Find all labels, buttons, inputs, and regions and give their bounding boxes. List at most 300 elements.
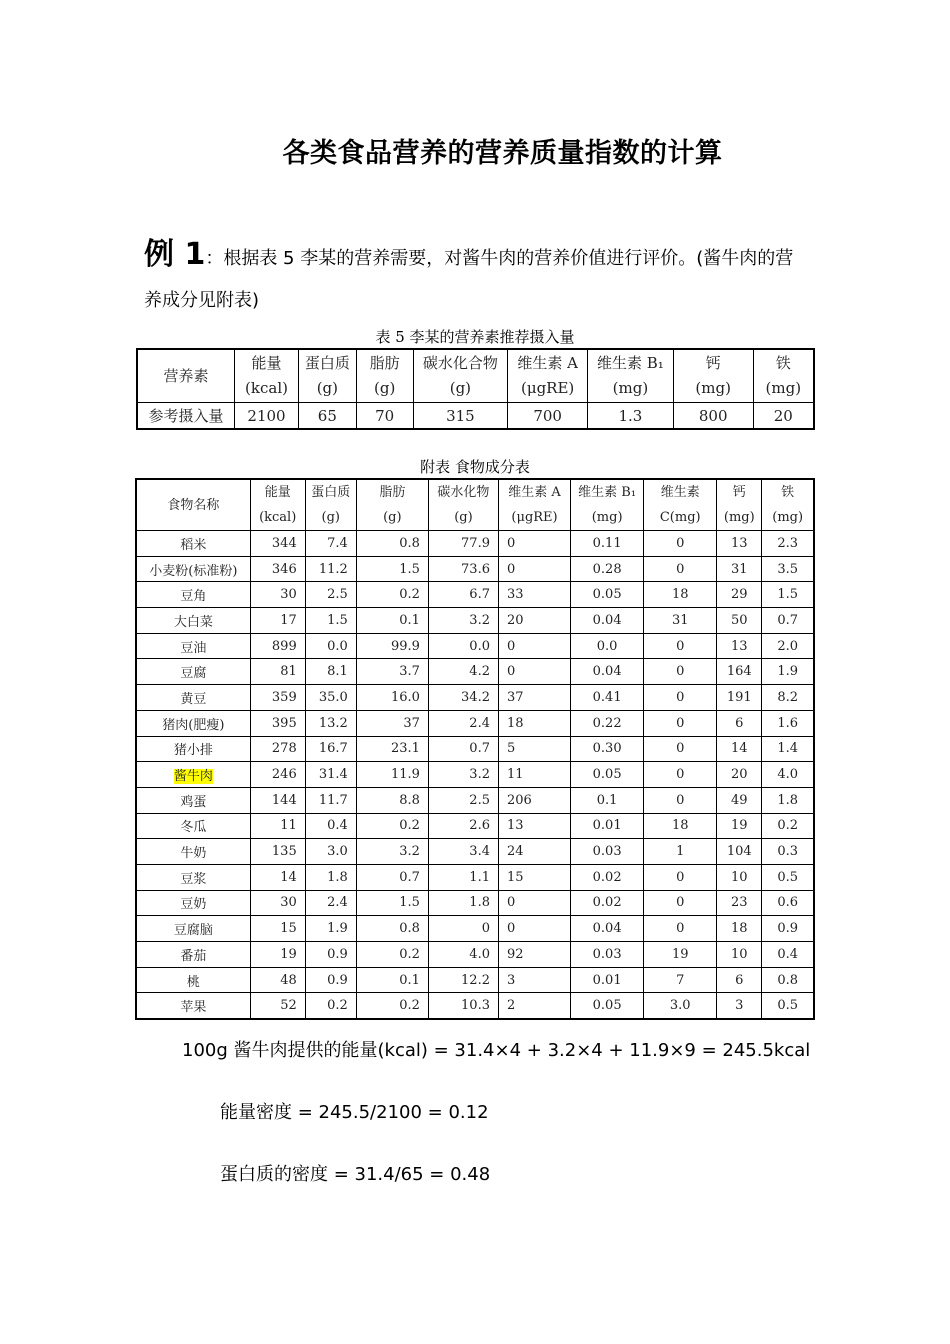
- value-cell: [305, 916, 356, 942]
- cell-value: 8.1: [327, 664, 348, 680]
- value-cell: [571, 839, 644, 865]
- cell-value: 0: [676, 792, 685, 808]
- header-name: 碳水化物: [437, 485, 490, 500]
- cell-value: 33: [506, 587, 524, 603]
- cell-value: 48: [280, 972, 297, 988]
- cell-value: 17: [280, 612, 297, 628]
- cell-value: 13: [731, 638, 748, 654]
- value-cell: [356, 813, 428, 839]
- value-cell: [428, 993, 498, 1019]
- value-cell: [498, 787, 570, 813]
- food-name-cell: [136, 659, 250, 685]
- header-unit: (g): [383, 510, 402, 525]
- cell-value: 0.9: [327, 946, 348, 962]
- header-name: 维生素 A: [508, 485, 561, 500]
- cell-value: 0.2: [399, 998, 420, 1014]
- cell-value: 2.5: [327, 587, 348, 603]
- cell-value: 144: [271, 792, 297, 808]
- value-cell: [356, 659, 428, 685]
- value-cell: [717, 710, 762, 736]
- table-row: [136, 967, 814, 993]
- value-cell: [644, 967, 717, 993]
- value-cell: [717, 556, 762, 582]
- cell-value: 3.4: [469, 844, 490, 860]
- food-name: 苹果: [180, 1000, 207, 1016]
- food-name: 大白菜: [173, 614, 213, 630]
- cell-value: 2.6: [469, 818, 490, 834]
- cell-value: 1.4: [777, 741, 798, 757]
- cell-value: 15: [506, 869, 524, 885]
- food-name: 稻米: [180, 537, 207, 553]
- cell-value: 0.8: [777, 972, 798, 988]
- food-name-cell: [136, 890, 250, 916]
- cell-value: 34.2: [461, 689, 490, 705]
- value-cell: [571, 556, 644, 582]
- cell-value: 0: [506, 921, 516, 937]
- value-cell: [644, 531, 717, 557]
- value-cell: [498, 839, 570, 865]
- cell-value: 3.2: [399, 844, 420, 860]
- row-label-intake: 参考摄入量: [137, 403, 235, 430]
- value-cell: [356, 531, 428, 557]
- value-cell: [498, 967, 570, 993]
- value-cell: [250, 839, 305, 865]
- cell-value: 1.9: [777, 664, 798, 680]
- cell-value: 11.9: [390, 767, 420, 783]
- header-cell: [356, 349, 413, 403]
- food-name-cell: [136, 839, 250, 865]
- cell-value: 0: [676, 638, 685, 654]
- value-cell: [498, 582, 570, 608]
- value-cell: [762, 993, 814, 1019]
- value-cell: [571, 531, 644, 557]
- header-cell: [717, 479, 762, 531]
- value-cell: [644, 864, 717, 890]
- cell-value: 4.2: [469, 664, 490, 680]
- food-name: 豆角: [180, 589, 207, 605]
- header-cell: [413, 349, 508, 403]
- header-cell: [498, 479, 570, 531]
- value-cell: [356, 839, 428, 865]
- cell-value: 0.4: [327, 818, 348, 834]
- value-cell: [305, 685, 356, 711]
- food-name: 小麦粉(标准粉): [149, 563, 238, 579]
- cell-value: 13: [506, 818, 524, 834]
- cell-value: 11.7: [318, 792, 348, 808]
- food-name: 豆浆: [180, 871, 207, 887]
- cell-value: 0.1: [399, 612, 420, 628]
- cell-value: 1.6: [777, 715, 798, 731]
- intake-table: [136, 348, 815, 430]
- value-cell: [762, 864, 814, 890]
- cell-value: 0.2: [327, 998, 348, 1014]
- value-cell: [644, 993, 717, 1019]
- header-cell: [588, 349, 674, 403]
- value-cell: [305, 864, 356, 890]
- cell-value: 1.5: [399, 561, 420, 577]
- food-name: 酱牛肉: [173, 769, 213, 785]
- food-name-cell: [136, 967, 250, 993]
- value-cell: [428, 710, 498, 736]
- cell-value: 0.0: [596, 638, 618, 654]
- value-cell: [250, 890, 305, 916]
- value-cell: [250, 736, 305, 762]
- cell-value: 0.11: [592, 535, 622, 551]
- cell-value: 0.02: [592, 895, 622, 911]
- value-cell: [428, 762, 498, 788]
- cell-value: 1.5: [327, 612, 348, 628]
- header-cell: [235, 349, 299, 403]
- value-cell: [717, 685, 762, 711]
- value-cell: [571, 890, 644, 916]
- page-title: 各类食品营养的营养质量指数的计算: [282, 138, 723, 169]
- header-unit: (mg): [695, 379, 731, 397]
- food-name-cell: [136, 633, 250, 659]
- cell-value: 5: [506, 741, 516, 757]
- cell-value: 0.01: [592, 818, 622, 834]
- value-cell: [717, 608, 762, 634]
- header-name: 脂肪: [379, 485, 406, 500]
- cell-value: 10: [731, 946, 748, 962]
- cell-value: 1: [676, 844, 685, 860]
- value-cell: [428, 967, 498, 993]
- cell-value: 31: [671, 612, 689, 628]
- cell-value: 31.4: [318, 767, 348, 783]
- value-cell: [250, 710, 305, 736]
- table-row: [136, 531, 814, 557]
- value-cell: [250, 762, 305, 788]
- cell-value: 30: [280, 587, 297, 603]
- value-cell: 800: [673, 403, 753, 430]
- cell-value: 104: [726, 844, 752, 860]
- cell-value: 13: [731, 535, 748, 551]
- table-row: [136, 890, 814, 916]
- value-cell: [571, 813, 644, 839]
- value-cell: [498, 864, 570, 890]
- value-cell: [305, 633, 356, 659]
- cell-value: 2.5: [469, 792, 490, 808]
- cell-value: 0.3: [777, 844, 798, 860]
- value-cell: [717, 633, 762, 659]
- food-name: 豆腐脑: [173, 923, 213, 939]
- food-name: 豆奶: [180, 897, 207, 913]
- value-cell: [498, 942, 570, 968]
- value-cell: [305, 942, 356, 968]
- value-cell: [356, 582, 428, 608]
- header-cell: [644, 479, 717, 531]
- cell-value: 2.3: [777, 535, 798, 551]
- cell-value: 1.8: [327, 869, 348, 885]
- cell-value: 23: [731, 895, 748, 911]
- cell-value: 18: [671, 587, 689, 603]
- cell-value: 0: [676, 895, 685, 911]
- cell-value: 191: [726, 689, 752, 705]
- value-cell: [762, 890, 814, 916]
- cell-value: 11: [506, 767, 524, 783]
- value-cell: [762, 916, 814, 942]
- value-cell: [250, 582, 305, 608]
- food-name: 桃: [186, 974, 200, 990]
- value-cell: [305, 787, 356, 813]
- value-cell: [571, 864, 644, 890]
- value-cell: [250, 787, 305, 813]
- table-row: [136, 839, 814, 865]
- value-cell: [762, 942, 814, 968]
- value-cell: [644, 685, 717, 711]
- cell-value: 31: [731, 561, 748, 577]
- food-name-cell: [136, 787, 250, 813]
- cell-value: 0: [676, 741, 685, 757]
- food-name-cell: [136, 993, 250, 1019]
- value-cell: [428, 942, 498, 968]
- value-cell: [356, 736, 428, 762]
- value-cell: [571, 787, 644, 813]
- table-row: [136, 813, 814, 839]
- cell-value: 2.4: [327, 895, 348, 911]
- value-cell: [356, 685, 428, 711]
- value-cell: [717, 762, 762, 788]
- cell-value: 899: [271, 638, 297, 654]
- value-cell: [762, 813, 814, 839]
- cell-value: 19: [671, 946, 689, 962]
- header-name: 维生素 A: [517, 354, 578, 372]
- header-name: 能量: [251, 354, 282, 372]
- value-cell: [644, 839, 717, 865]
- value-cell: [428, 659, 498, 685]
- cell-value: 73.6: [461, 561, 490, 577]
- value-cell: [428, 608, 498, 634]
- food-name: 鸡蛋: [180, 794, 207, 810]
- food-composition-table: [135, 478, 815, 1020]
- value-cell: [644, 916, 717, 942]
- cell-value: 35.0: [318, 689, 348, 705]
- value-cell: [644, 813, 717, 839]
- value-cell: [644, 942, 717, 968]
- cell-value: 2: [506, 998, 516, 1014]
- value-cell: [498, 685, 570, 711]
- header-food-name: 食物名称: [136, 479, 250, 531]
- cell-value: 0.28: [592, 561, 622, 577]
- value-cell: [498, 736, 570, 762]
- header-name: 铁: [781, 485, 795, 500]
- cell-value: 1.8: [469, 895, 490, 911]
- value-cell: [250, 608, 305, 634]
- value-cell: [762, 556, 814, 582]
- value-cell: [498, 659, 570, 685]
- cell-value: 3: [735, 998, 744, 1014]
- cell-value: 0.1: [596, 792, 618, 808]
- cell-value: 20: [506, 612, 524, 628]
- value-cell: [356, 942, 428, 968]
- value-cell: [571, 967, 644, 993]
- header-name: 铁: [775, 354, 791, 372]
- food-name: 黄豆: [180, 691, 207, 707]
- value-cell: [250, 864, 305, 890]
- value-cell: [717, 531, 762, 557]
- header-unit: (mg): [772, 510, 804, 525]
- value-cell: [428, 916, 498, 942]
- cell-value: 344: [271, 535, 297, 551]
- cell-value: 0: [676, 921, 685, 937]
- value-cell: 2100: [235, 403, 299, 430]
- value-cell: [498, 710, 570, 736]
- value-cell: [717, 839, 762, 865]
- cell-value: 23.1: [390, 741, 420, 757]
- value-cell: [717, 967, 762, 993]
- cell-value: 0: [676, 689, 685, 705]
- value-cell: [356, 556, 428, 582]
- value-cell: [571, 685, 644, 711]
- value-cell: [762, 531, 814, 557]
- cell-value: 18: [671, 818, 689, 834]
- food-name-cell: [136, 582, 250, 608]
- cell-value: 0.7: [399, 869, 420, 885]
- cell-value: 11: [280, 818, 297, 834]
- cell-value: 0: [481, 921, 490, 937]
- value-cell: [498, 531, 570, 557]
- cell-value: 12.2: [461, 972, 490, 988]
- header-unit: (g): [449, 379, 472, 397]
- cell-value: 0.04: [592, 664, 622, 680]
- value-cell: [428, 736, 498, 762]
- value-cell: [762, 608, 814, 634]
- example-paragraph: [144, 226, 824, 316]
- food-name: 豆油: [180, 640, 207, 656]
- header-cell: [673, 349, 753, 403]
- value-cell: [571, 582, 644, 608]
- value-cell: [428, 890, 498, 916]
- cell-value: 135: [271, 844, 297, 860]
- cell-value: 3.0: [327, 844, 348, 860]
- cell-value: 0.8: [399, 921, 420, 937]
- value-cell: [250, 993, 305, 1019]
- value-cell: [644, 608, 717, 634]
- value-cell: [498, 762, 570, 788]
- cell-value: 0: [676, 664, 685, 680]
- cell-value: 7: [676, 972, 685, 988]
- cell-value: 0.03: [592, 844, 622, 860]
- value-cell: 700: [508, 403, 588, 430]
- cell-value: 0: [506, 535, 516, 551]
- header-unit: (g): [454, 510, 473, 525]
- value-cell: [498, 916, 570, 942]
- value-cell: [498, 813, 570, 839]
- header-unit: (μgRE): [520, 379, 575, 397]
- header-cell: [250, 479, 305, 531]
- value-cell: [762, 659, 814, 685]
- header-name: 维生素 B₁: [578, 485, 637, 500]
- cell-value: 395: [271, 715, 297, 731]
- header-cell: [356, 479, 428, 531]
- value-cell: [250, 685, 305, 711]
- cell-value: 3.2: [469, 767, 490, 783]
- value-cell: [356, 608, 428, 634]
- food-name: 猪小排: [173, 743, 213, 759]
- value-cell: [717, 942, 762, 968]
- cell-value: 346: [271, 561, 297, 577]
- value-cell: [717, 659, 762, 685]
- cell-value: 0.8: [399, 535, 420, 551]
- value-cell: [356, 916, 428, 942]
- cell-value: 0.05: [592, 998, 622, 1014]
- cell-value: 3.7: [399, 664, 420, 680]
- cell-value: 206: [506, 792, 532, 808]
- value-cell: [305, 967, 356, 993]
- cell-value: 0.41: [592, 689, 622, 705]
- value-cell: 65: [298, 403, 356, 430]
- value-cell: [356, 762, 428, 788]
- cell-value: 16.7: [318, 741, 348, 757]
- value-cell: 20: [753, 403, 814, 430]
- header-name: 脂肪: [369, 354, 400, 372]
- cell-value: 1.9: [327, 921, 348, 937]
- header-name: 钙: [732, 485, 746, 500]
- value-cell: [644, 736, 717, 762]
- value-cell: [428, 633, 498, 659]
- value-cell: [356, 787, 428, 813]
- cell-value: 0: [676, 767, 685, 783]
- value-cell: [305, 993, 356, 1019]
- value-cell: [571, 659, 644, 685]
- value-cell: [428, 685, 498, 711]
- table-row: [136, 787, 814, 813]
- value-cell: [644, 556, 717, 582]
- cell-value: 50: [731, 612, 748, 628]
- value-cell: [717, 890, 762, 916]
- value-cell: [250, 916, 305, 942]
- cell-value: 18: [506, 715, 524, 731]
- food-name-cell: [136, 813, 250, 839]
- value-cell: [498, 556, 570, 582]
- cell-value: 2.0: [777, 638, 798, 654]
- value-cell: [717, 582, 762, 608]
- cell-value: 278: [271, 741, 297, 757]
- value-cell: [428, 864, 498, 890]
- cell-value: 14: [280, 869, 297, 885]
- header-name: 蛋白质: [311, 485, 351, 500]
- cell-value: 14: [731, 741, 748, 757]
- cell-value: 0.2: [399, 946, 420, 962]
- cell-value: 0.2: [777, 818, 798, 834]
- value-cell: [571, 942, 644, 968]
- cell-value: 0.6: [777, 895, 798, 911]
- value-cell: [250, 556, 305, 582]
- value-cell: [717, 916, 762, 942]
- cell-value: 92: [506, 946, 524, 962]
- cell-value: 0.04: [592, 921, 622, 937]
- header-unit: (μgRE): [511, 510, 558, 525]
- cell-value: 164: [726, 664, 752, 680]
- cell-value: 0.4: [777, 946, 798, 962]
- value-cell: [762, 582, 814, 608]
- cell-value: 0: [676, 535, 685, 551]
- cell-value: 0.02: [592, 869, 622, 885]
- cell-value: 16.0: [390, 689, 420, 705]
- value-cell: [762, 967, 814, 993]
- header-cell: [298, 349, 356, 403]
- cell-value: 0.9: [777, 921, 798, 937]
- cell-value: 0.7: [777, 612, 798, 628]
- value-cell: [428, 531, 498, 557]
- example-text-line1: ：根据表 5 李某的营养需要，对酱牛肉的营养价值进行评价。(酱牛肉的营: [205, 248, 794, 269]
- cell-value: 6: [735, 972, 744, 988]
- value-cell: [571, 710, 644, 736]
- cell-value: 19: [731, 818, 748, 834]
- header-unit: (mg): [723, 510, 755, 525]
- value-cell: [571, 608, 644, 634]
- food-name-cell: [136, 710, 250, 736]
- value-cell: [250, 659, 305, 685]
